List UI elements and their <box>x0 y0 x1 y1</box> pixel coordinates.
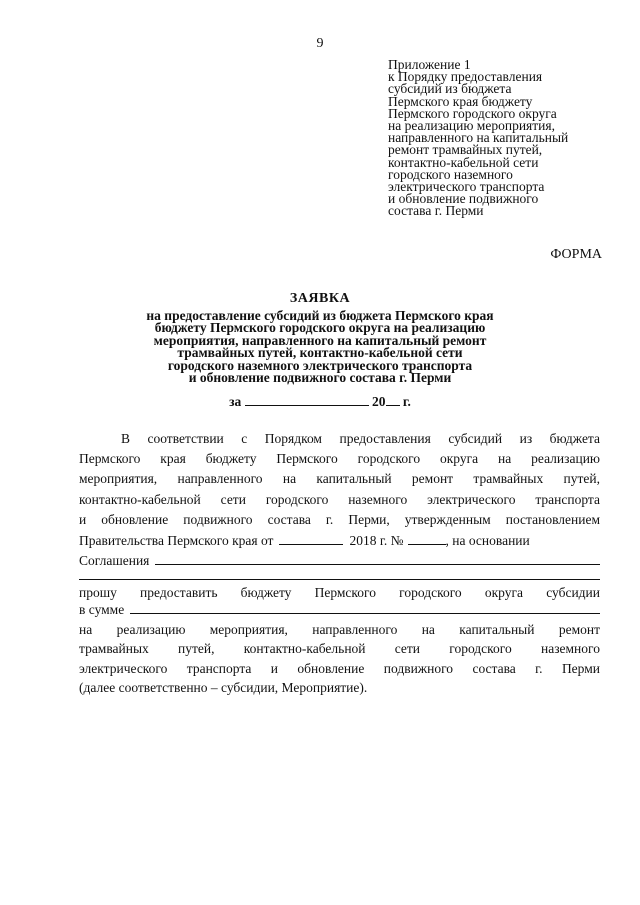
resolution-line <box>79 532 600 549</box>
amount-line <box>79 601 600 618</box>
body-line: трамвайных путей, контактно-кабельной сети городского наземного <box>79 641 600 656</box>
appendix-line: городского наземного <box>388 166 513 182</box>
agreement-label: Соглашения <box>79 553 150 568</box>
subtitle-line: городского наземного электрического транспорта <box>167 357 473 373</box>
agreement-blank <box>155 552 600 565</box>
agreement-blank-2 <box>79 566 600 580</box>
body-line: В соответствии с Порядком предоставления субсидий из бюджета <box>121 431 600 446</box>
period-suffix: г. <box>402 394 411 409</box>
appendix-line: субсидий из бюджета <box>388 81 512 97</box>
appendix-block <box>388 59 628 218</box>
body-line: и обновление подвижного состава г. Перми, утвержденным постановлением <box>79 512 600 527</box>
appendix-line: ремонт трамвайных путей, <box>388 142 543 158</box>
agreement-basis-text: , на основании <box>445 533 530 548</box>
appendix-line: направленного на капитальный <box>388 130 569 146</box>
appendix-line: на реализацию мероприятия, <box>388 118 555 134</box>
body-line: контактно-кабельной сети городского наземного электрического транспорта <box>79 492 600 507</box>
period-year-prefix: 20 <box>372 394 386 409</box>
document-title: ЗАЯВКА <box>289 291 351 306</box>
appendix-line: контактно-кабельной сети <box>388 154 539 170</box>
appendix-line: к Порядку предоставления <box>388 69 543 85</box>
year-blank <box>386 393 400 406</box>
body-line: Пермского края бюджету Пермского городского округа на реализацию <box>79 451 600 466</box>
resolution-year-text: 2018 г. № <box>349 533 404 548</box>
amount-blank <box>130 601 600 614</box>
amount-label: в сумме <box>79 602 125 617</box>
resolution-number-blank <box>408 532 446 545</box>
body-line: электрического транспорта и обновление подвижного состава г. Перми <box>79 661 600 676</box>
period-line <box>0 393 640 410</box>
subtitle-line: и обновление подвижного состава г. Перми <box>188 370 452 386</box>
subtitle-line: бюджету Пермского городского округа на реализацию <box>154 320 486 336</box>
agreement-blank-continuation <box>79 566 600 583</box>
page-number: 9 <box>316 36 324 51</box>
period-prefix: за <box>229 394 242 409</box>
document-subtitle <box>0 310 640 384</box>
appendix-line: Приложение 1 <box>388 57 471 72</box>
period-blank <box>245 393 369 406</box>
subtitle-line: трамвайных путей, контактно-кабельной сети <box>177 345 463 361</box>
resolution-date-blank <box>279 532 343 545</box>
appendix-line: и обновление подвижного <box>388 191 539 207</box>
form-label: ФОРМА <box>550 247 602 262</box>
body-line: на реализацию мероприятия, направленного на капитальный ремонт <box>79 622 600 637</box>
body-line: мероприятия, направленного на капитальный ремонт трамвайных путей, <box>79 471 600 486</box>
body-line: (далее соответственно – субсидии, Мероприятие). <box>79 680 368 695</box>
appendix-line: электрического транспорта <box>388 179 545 195</box>
resolution-text: Правительства Пермского края от <box>79 533 274 548</box>
subtitle-line: мероприятия, направленного на капитальный ремонт <box>153 332 487 348</box>
appendix-line: Пермского городского округа <box>388 105 557 121</box>
appendix-line: Пермского края бюджету <box>388 93 533 109</box>
appendix-line: состава г. Перми <box>388 203 484 219</box>
body-line: прошу предоставить бюджету Пермского городского округа субсидии <box>79 585 600 600</box>
subtitle-line: на предоставление субсидий из бюджета Пермского края <box>146 308 494 323</box>
